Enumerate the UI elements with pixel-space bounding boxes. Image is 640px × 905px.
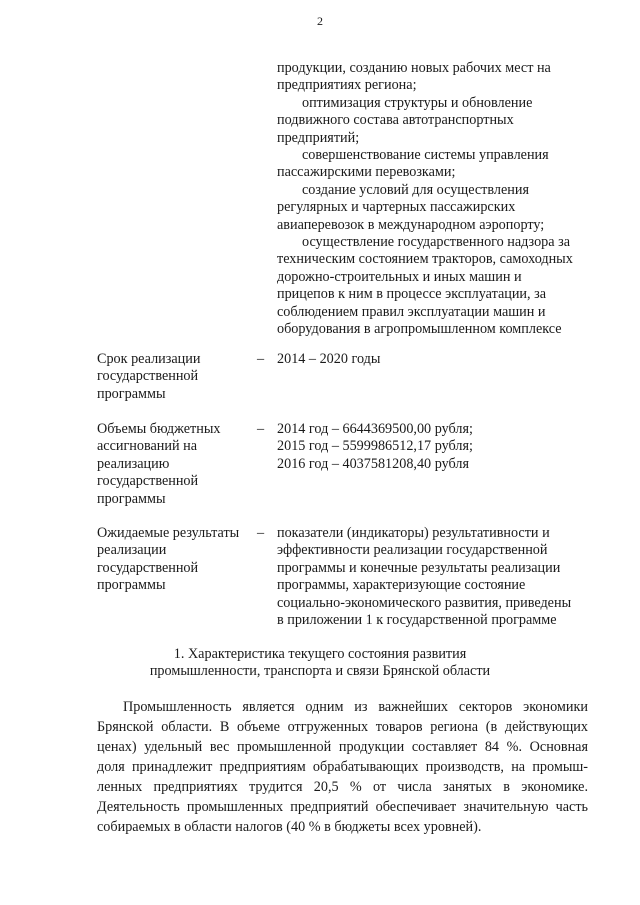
label-line: ассигнований на <box>97 438 198 455</box>
value-line: программы и конечные результаты реализации <box>277 559 561 576</box>
row-label <box>97 351 249 403</box>
text-line: предприятиях региона; <box>277 77 417 94</box>
page-number: 2 <box>317 14 323 28</box>
row-dash: – <box>257 351 265 367</box>
row-label <box>97 525 249 595</box>
label-line: программы <box>97 385 166 402</box>
label-line: Срок реализации <box>97 351 201 367</box>
label-line: программы <box>97 577 166 594</box>
task-item <box>277 147 597 182</box>
heading-line: 1. Характеристика текущего состояния развития <box>173 646 467 662</box>
text-line: прицепов к ним в процессе эксплуатации, за <box>277 286 547 303</box>
text-line: создание условий для осуществления <box>302 181 529 198</box>
text-line: регулярных и чартерных пассажирских <box>277 199 516 216</box>
row-value <box>277 351 597 368</box>
paragraph-line: доля принадлежит предприятиям обрабатывающих производств, на промыш- <box>97 759 588 775</box>
row-label <box>97 421 249 508</box>
row-value <box>277 421 597 473</box>
section-heading <box>0 646 640 681</box>
text-line: совершенствование системы управления <box>302 147 549 164</box>
label-line: государственной <box>97 368 199 385</box>
task-item <box>277 95 597 147</box>
label-line: Ожидаемые результаты <box>97 525 240 541</box>
program-tasks-continuation <box>277 60 597 339</box>
value-line: программы, характеризующие состояние <box>277 577 526 594</box>
value-line: эффективности реализации государственной <box>277 542 548 559</box>
text-line: техническим состоянием тракторов, самоходных <box>277 251 573 268</box>
label-line: реализации <box>97 542 167 559</box>
value-line: 2014 год – 6644369500,00 рубля; <box>277 421 473 437</box>
row-value <box>277 525 597 629</box>
text-line: осуществление государственного надзора за <box>302 234 571 251</box>
text-line: оптимизация структуры и обновление <box>302 94 533 111</box>
label-line: реализацию <box>97 455 170 472</box>
value-line: показатели (индикаторы) результативности и <box>277 525 550 541</box>
task-item <box>277 234 597 338</box>
label-line: Объемы бюджетных <box>97 421 221 437</box>
text-line: соблюдением правил эксплуатации машин и <box>277 303 546 320</box>
heading-line: промышленности, транспорта и связи Брянской области <box>149 663 491 680</box>
section-paragraph <box>97 697 588 837</box>
label-line: государственной <box>97 559 199 576</box>
text-line: продукции, созданию новых рабочих мест на <box>277 60 551 76</box>
paragraph-line: ценах) удельный вес промышленной продукции составляет 84 %. Основная <box>97 739 588 755</box>
value-line: в приложении 1 к государственной программе <box>277 612 557 629</box>
value-line: 2015 год – 5599986512,17 рубля; <box>277 438 473 455</box>
value-line: социально-экономического развития, приведены <box>277 594 572 611</box>
row-dash: – <box>257 421 265 437</box>
paragraph-line: Деятельность промышленных предприятий обеспечивает значительную часть <box>97 799 588 815</box>
label-line: программы <box>97 490 166 507</box>
value-line: 2014 – 2020 годы <box>277 351 381 367</box>
text-line: дорожно-строительных и иных машин и <box>277 268 522 285</box>
label-line: государственной <box>97 473 199 490</box>
paragraph-line: Брянской области. В объеме отгруженных товаров региона (в действующих <box>97 719 588 735</box>
text-line: оборудования в агропромышленном комплексе <box>277 321 562 338</box>
paragraph-line: собираемых в области налогов (40 % в бюджеты всех уровней). <box>97 819 482 835</box>
task-item <box>277 182 597 234</box>
row-dash: – <box>257 525 265 541</box>
paragraph-line: ленных предприятиях трудится 20,5 % от числа занятых в экономике. <box>97 779 588 795</box>
text-line: подвижного состава автотранспортных <box>277 112 514 129</box>
task-item <box>277 60 597 95</box>
text-line: предприятий; <box>277 129 360 146</box>
text-line: авиаперевозок в международном аэропорту; <box>277 216 545 233</box>
value-line: 2016 год – 4037581208,40 рубля <box>277 455 469 472</box>
text-line: пассажирскими перевозками; <box>277 164 456 181</box>
paragraph-line: Промышленность является одним из важнейших секторов экономики <box>123 699 588 715</box>
